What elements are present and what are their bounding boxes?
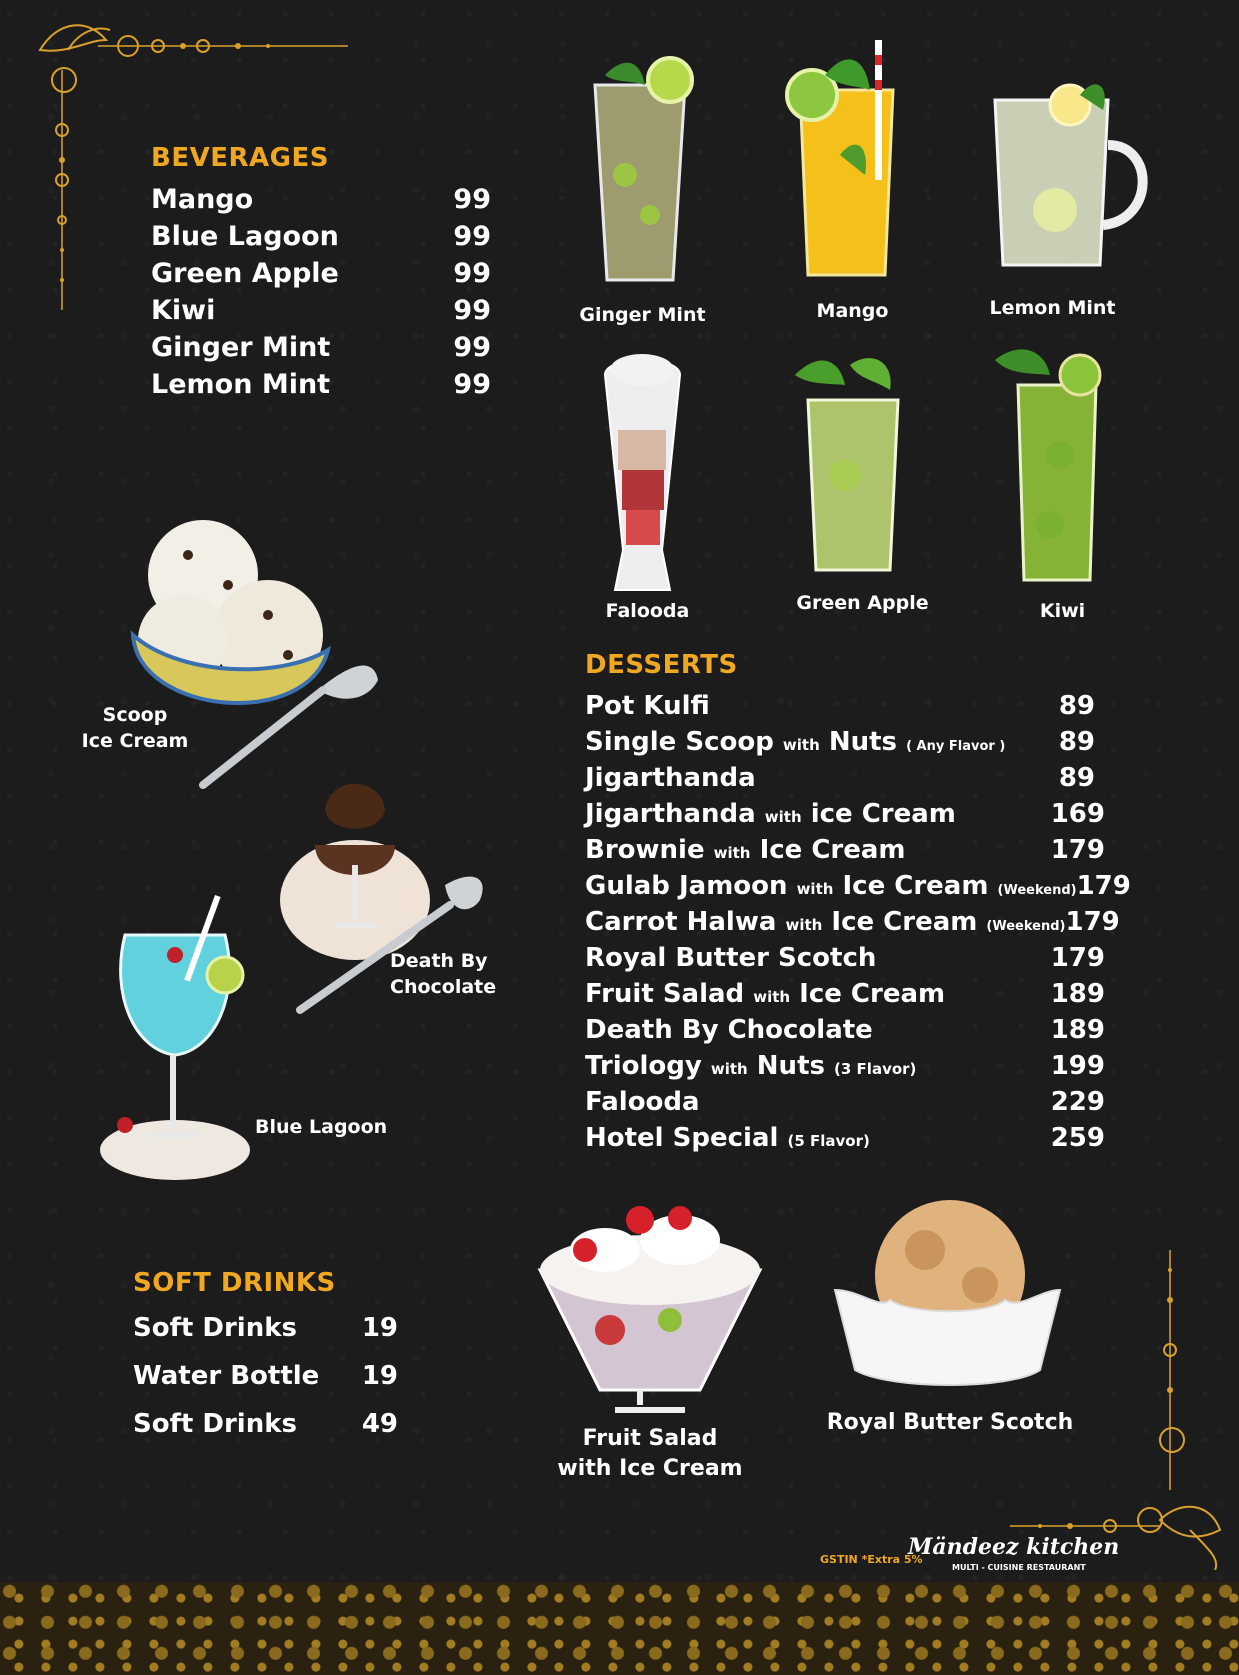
item-price: 199 [1050, 1051, 1105, 1081]
item-name [585, 1087, 700, 1117]
item-name [585, 1015, 873, 1045]
item-name: Blue Lagoon [151, 221, 339, 252]
item-name [585, 691, 710, 721]
desserts-title: DESSERTS [585, 650, 738, 680]
restaurant-logo-subtitle: MULTI - CUISINE RESTAURANT [952, 1563, 1086, 1572]
dessert-item [585, 1087, 1105, 1117]
beverage-item [151, 221, 491, 252]
item-name [585, 763, 756, 793]
item-with: with [785, 916, 823, 934]
item-name-addon: Ice Cream [759, 835, 906, 865]
soft-drink-item [133, 1361, 398, 1391]
item-name [585, 871, 1077, 901]
item-with: with [710, 1060, 748, 1078]
item-price: 179 [1050, 943, 1105, 973]
item-name [585, 727, 1005, 757]
item-name [585, 979, 945, 1009]
item-name-main: Brownie [585, 835, 705, 865]
dessert-item [585, 979, 1105, 1009]
caption-scoop-ice-cream [70, 703, 200, 754]
royal-butter-scotch-image [830, 1190, 1065, 1395]
item-price: 179 [1065, 907, 1120, 937]
falooda-image [600, 350, 685, 595]
item-note: (Weekend) [997, 883, 1077, 898]
item-with: with [782, 736, 820, 754]
item-price: 169 [1050, 799, 1105, 829]
dessert-item [585, 1123, 1105, 1153]
item-price: 89 [1058, 763, 1095, 793]
beverage-item [151, 184, 491, 215]
item-name-main: Gulab Jamoon [585, 871, 788, 901]
item-name [585, 1051, 916, 1081]
item-name [585, 799, 956, 829]
dessert-item [585, 763, 1095, 793]
item-price: 89 [1058, 691, 1095, 721]
item-name-addon: Nuts [828, 727, 898, 757]
soft-drink-item [133, 1313, 398, 1343]
caption-line: Death By [390, 950, 488, 972]
caption-line: Ice Cream [81, 729, 189, 752]
caption-royal-butter-scotch: Royal Butter Scotch [826, 1410, 1074, 1435]
item-price: 189 [1050, 1015, 1105, 1045]
caption-line: Chocolate [390, 975, 497, 998]
item-name [585, 907, 1065, 937]
caption-line: Fruit Salad [582, 1426, 718, 1451]
item-name: Water Bottle [133, 1361, 320, 1391]
beverages-title: BEVERAGES [151, 143, 329, 173]
caption-line: Scoop [102, 704, 168, 726]
soft-drink-item [133, 1409, 398, 1439]
item-name-main: Jigarthanda [585, 763, 756, 793]
item-name-main: Royal Butter Scotch [585, 943, 877, 973]
item-price: 49 [361, 1409, 398, 1439]
item-name: Lemon Mint [151, 369, 331, 400]
item-name-main: Triology [585, 1051, 702, 1081]
item-price: 19 [361, 1361, 398, 1391]
item-name-main: Carrot Halwa [585, 907, 777, 937]
caption-blue-lagoon: Blue Lagoon [255, 1116, 388, 1138]
item-price: 19 [361, 1313, 398, 1343]
item-name-addon: Ice Cream [842, 871, 989, 901]
ginger-mint-drink-image [585, 55, 695, 290]
beverage-item [151, 258, 491, 289]
beverage-item [151, 295, 491, 326]
item-name: Soft Drinks [133, 1313, 297, 1343]
dessert-item [585, 1015, 1105, 1045]
restaurant-logo: Mändeez kitchen [908, 1534, 1120, 1560]
caption-lemon-mint: Lemon Mint [989, 297, 1116, 319]
dessert-item [585, 691, 1095, 721]
item-price: 99 [453, 332, 491, 363]
item-price: 89 [1058, 727, 1095, 757]
item-name: Mango [151, 184, 254, 215]
item-name: Ginger Mint [151, 332, 331, 363]
item-name [585, 835, 906, 865]
soft-drinks-title: SOFT DRINKS [133, 1268, 336, 1298]
item-with: with [764, 808, 802, 826]
caption-mango: Mango [816, 300, 889, 322]
item-name-main: Pot Kulfi [585, 691, 710, 721]
item-name: Soft Drinks [133, 1409, 297, 1439]
item-name-main: Falooda [585, 1087, 700, 1117]
item-note: ( Any Flavor ) [906, 739, 1006, 754]
item-name: Green Apple [151, 258, 339, 289]
item-price: 179 [1076, 871, 1131, 901]
kiwi-drink-image [990, 345, 1130, 590]
item-price: 99 [453, 295, 491, 326]
gstin-note: GSTIN *Extra 5% [820, 1553, 923, 1566]
item-note: (3 Flavor) [834, 1060, 917, 1078]
caption-kiwi: Kiwi [1039, 600, 1086, 622]
item-name-main: Jigarthanda [585, 799, 756, 829]
dessert-item [585, 799, 1105, 829]
green-apple-drink-image [790, 355, 920, 580]
item-name-main: Single Scoop [585, 727, 774, 757]
caption-green-apple: Green Apple [796, 592, 929, 614]
footer-pattern-band [0, 1582, 1239, 1675]
item-name [585, 1123, 870, 1153]
dessert-item [585, 727, 1095, 757]
item-note: (5 Flavor) [787, 1132, 870, 1150]
item-name-addon: ice Cream [810, 799, 956, 829]
caption-falooda: Falooda [605, 600, 690, 622]
beverage-item [151, 332, 491, 363]
caption-ginger-mint: Ginger Mint [579, 304, 706, 326]
fruit-salad-image [530, 1190, 770, 1415]
item-price: 99 [453, 184, 491, 215]
item-price: 99 [453, 221, 491, 252]
dessert-item [585, 871, 1131, 901]
item-name: Kiwi [151, 295, 216, 326]
lemon-mint-drink-image [985, 80, 1155, 275]
item-name-main: Death By Chocolate [585, 1015, 873, 1045]
caption-fruit-salad [550, 1424, 750, 1483]
beverage-item [151, 369, 491, 400]
item-price: 189 [1050, 979, 1105, 1009]
item-with: with [753, 988, 791, 1006]
item-name-addon: Ice Cream [799, 979, 946, 1009]
item-price: 229 [1050, 1087, 1105, 1117]
item-with: with [713, 844, 751, 862]
item-price: 179 [1050, 835, 1105, 865]
item-name-addon: Nuts [756, 1051, 825, 1081]
dessert-item [585, 907, 1120, 937]
item-with: with [796, 880, 834, 898]
caption-death-by-chocolate [390, 949, 520, 1000]
item-price: 259 [1050, 1123, 1105, 1153]
mango-drink-image [780, 35, 915, 285]
item-note: (Weekend) [986, 919, 1066, 934]
blue-lagoon-drink-image [95, 895, 255, 1185]
dessert-item [585, 1051, 1105, 1081]
item-price: 99 [453, 258, 491, 289]
dessert-item [585, 943, 1105, 973]
item-name-main: Hotel Special [585, 1123, 779, 1153]
item-price: 99 [453, 369, 491, 400]
dessert-item [585, 835, 1105, 865]
item-name-main: Fruit Salad [585, 979, 745, 1009]
caption-line: with Ice Cream [557, 1455, 743, 1481]
item-name-addon: Ice Cream [831, 907, 978, 937]
item-name [585, 943, 876, 973]
